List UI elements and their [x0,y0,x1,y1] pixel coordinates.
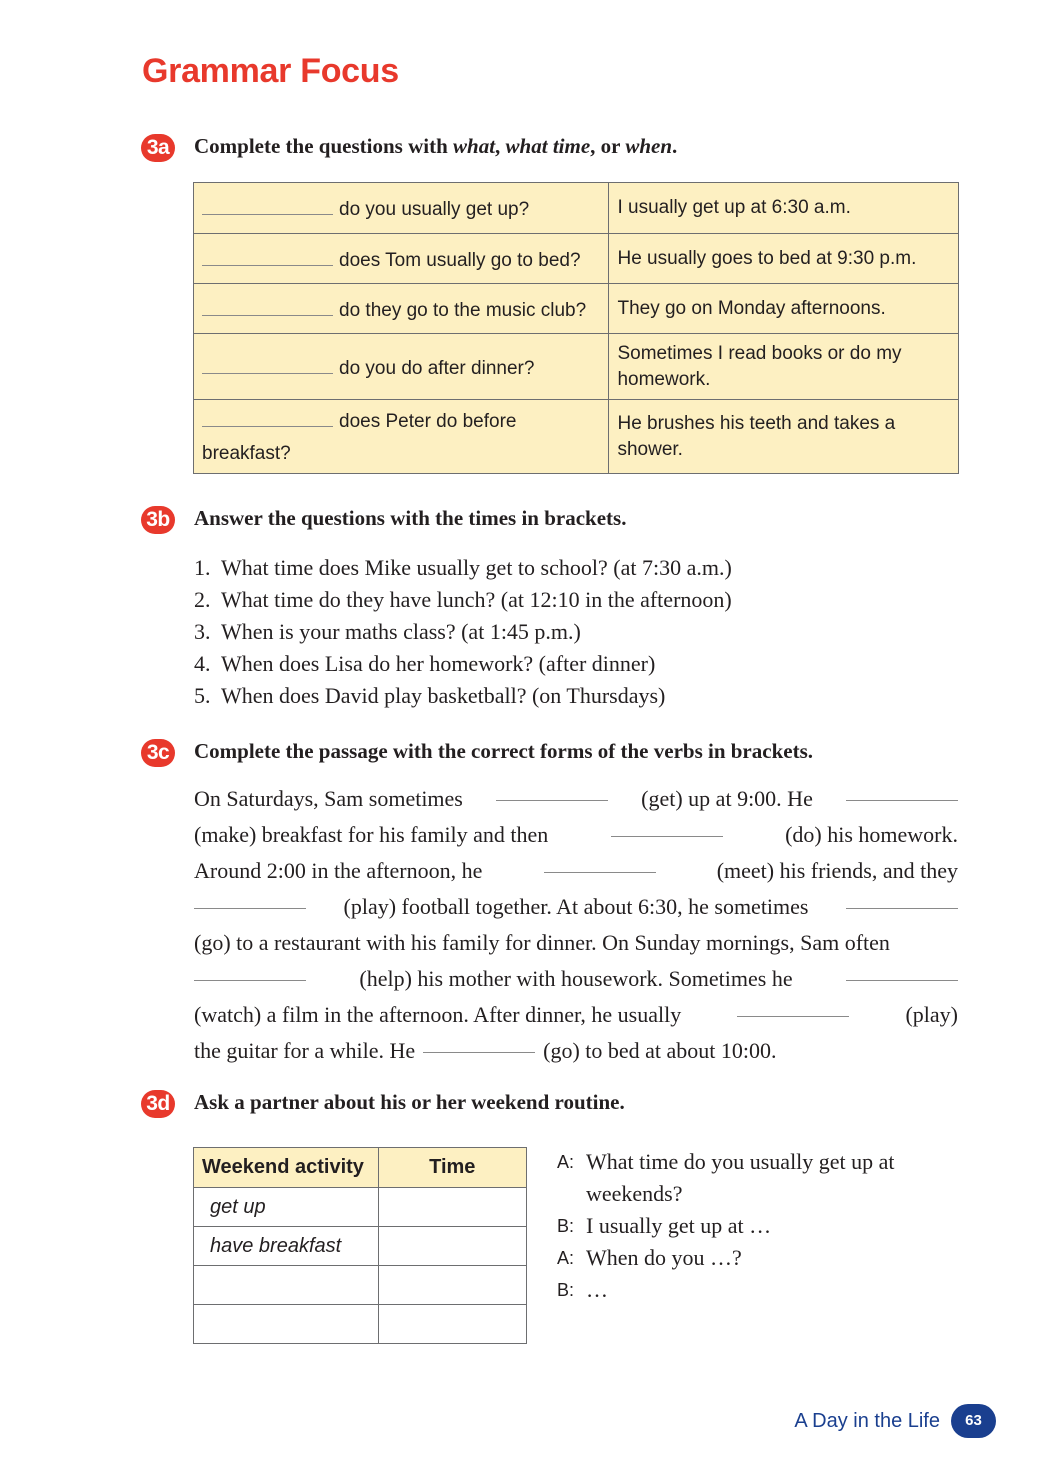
activity-cell[interactable] [194,1305,379,1344]
column-header-time: Time [378,1148,526,1188]
activity-cell[interactable] [194,1266,379,1305]
section-badge-3d: 3d [141,1090,175,1118]
speaker-label: A: [557,1152,575,1172]
passage-line: (watch) a film in the afternoon. After dinner, he usually (play) [194,997,958,1033]
passage [194,781,958,1069]
table-row [194,183,959,234]
dialogue-line [557,1146,895,1210]
section-badge-3b: 3b [141,506,175,534]
table-row [194,1305,527,1344]
question-cell: do you do after dinner? [194,334,609,400]
page-number-badge: 63 [951,1404,996,1438]
verb-blank[interactable] [611,817,723,837]
verb-blank[interactable] [846,781,958,801]
table-row [194,334,959,400]
verb-blank[interactable] [423,1033,535,1053]
passage-line: (make) breakfast for his family and then (do) his homework. [194,817,958,853]
answer-blank[interactable] [202,296,333,316]
table-row [194,284,959,334]
section-badge-3c: 3c [141,739,175,767]
speaker-label: B: [557,1280,575,1300]
dialogue-text: What time do you usually get up at weekends? [586,1149,895,1206]
answer-cell: He usually goes to bed at 9:30 p.m. [609,234,959,284]
footer-unit-title: A Day in the Life [794,1410,940,1432]
table-header-row [194,1148,527,1188]
weekend-table [193,1147,527,1344]
time-cell[interactable] [378,1188,526,1227]
question-list [194,552,732,712]
table-row [194,1227,527,1266]
verb-blank[interactable] [846,889,958,909]
answer-cell: Sometimes I read books or do my homework. [609,334,959,400]
passage-line: (help) his mother with housework. Sometimes he [194,961,958,997]
question-cell: does Tom usually go to bed? [194,234,609,284]
dialogue [557,1146,895,1306]
answer-cell: They go on Monday afternoons. [609,284,959,334]
instruction-3c: Complete the passage with the correct forms of the verbs in brackets. [194,739,813,763]
verb-blank[interactable] [544,853,656,873]
answer-cell: I usually get up at 6:30 a.m. [609,183,959,234]
verb-blank[interactable] [737,997,849,1017]
dialogue-text: When do you …? [586,1245,742,1270]
dialogue-line [557,1210,895,1242]
dialogue-line [557,1274,895,1306]
time-cell[interactable] [378,1305,526,1344]
activity-cell: have breakfast [194,1227,379,1266]
passage-line: (play) football together. At about 6:30, he sometimes [194,889,958,925]
list-item: 4. When does Lisa do her homework? (after dinner) [194,651,656,676]
instruction-3d: Ask a partner about his or her weekend routine. [194,1090,625,1114]
table-row [194,1266,527,1305]
question-cell: do you usually get up? [194,183,609,234]
time-cell[interactable] [378,1227,526,1266]
table-row [194,400,959,474]
question-cell: does Peter do before breakfast? [194,400,609,474]
list-item: 3. When is your maths class? (at 1:45 p.m.) [194,619,581,644]
list-item: 2. What time do they have lunch? (at 12:10 in the afternoon) [194,587,732,612]
answer-cell: He brushes his teeth and takes a shower. [609,400,959,474]
verb-blank[interactable] [194,889,306,909]
verb-blank[interactable] [846,961,958,981]
question-cell: do they go to the music club? [194,284,609,334]
table-row [194,1188,527,1227]
passage-line: the guitar for a while. He (go) to bed at about 10:00. [194,1033,958,1069]
passage-line: On Saturdays, Sam sometimes (get) up at 9:00. He [194,781,958,817]
passage-line: (go) to a restaurant with his family for dinner. On Sunday mornings, Sam often [194,930,890,955]
dialogue-line [557,1242,895,1274]
table-row [194,234,959,284]
question-table [193,182,959,474]
answer-blank[interactable] [202,195,333,215]
activity-cell: get up [194,1188,379,1227]
speaker-label: A: [557,1248,575,1268]
answer-blank[interactable] [202,246,333,266]
speaker-label: B: [557,1216,575,1236]
dialogue-text: I usually get up at … [586,1213,772,1238]
section-badge-3a: 3a [141,134,175,162]
list-item: 5. When does David play basketball? (on Thursdays) [194,683,666,708]
list-item: 1. What time does Mike usually get to school? (at 7:30 a.m.) [194,555,732,580]
verb-blank[interactable] [496,781,608,801]
instruction-3a: Complete the questions with what, what time, or when. [194,134,678,158]
answer-blank[interactable] [202,354,333,374]
dialogue-text: … [586,1277,608,1302]
instruction-3b: Answer the questions with the times in brackets. [194,506,627,530]
passage-line: Around 2:00 in the afternoon, he (meet) his friends, and they [194,853,958,889]
verb-blank[interactable] [194,961,306,981]
column-header-activity: Weekend activity [194,1148,379,1188]
page-title: Grammar Focus [142,52,399,90]
answer-blank[interactable] [202,407,333,427]
time-cell[interactable] [378,1266,526,1305]
